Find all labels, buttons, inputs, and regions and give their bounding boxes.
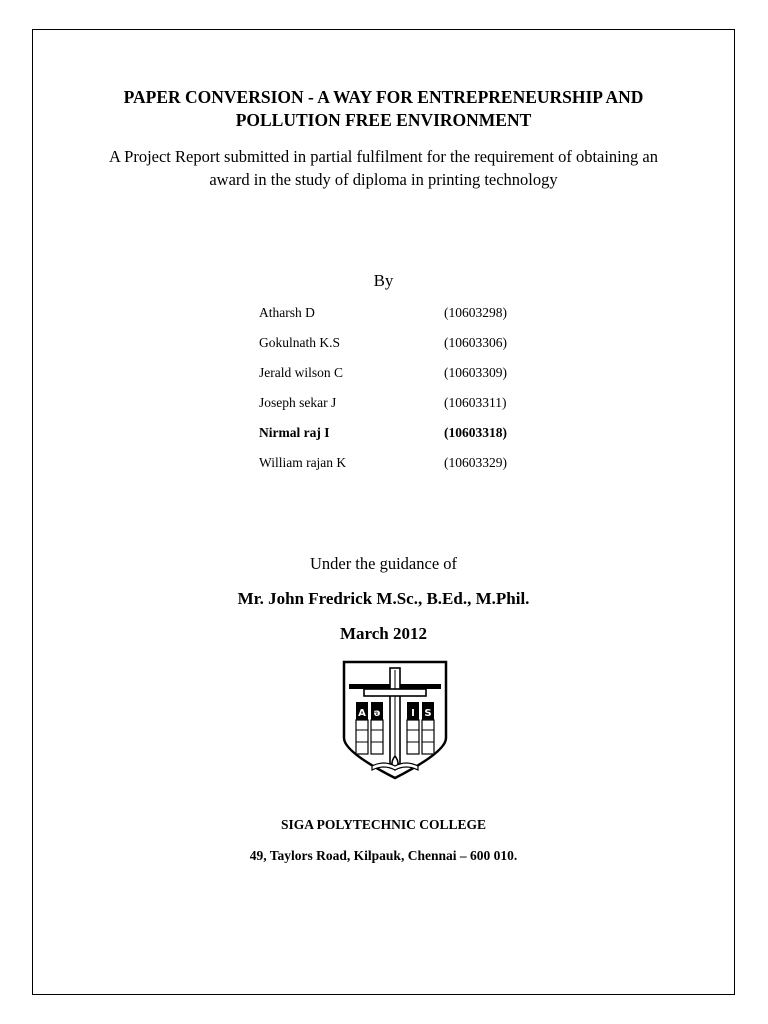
member-row [259,394,559,424]
guidance-label: Under the guidance of [309,554,458,573]
by-label: By [373,271,394,290]
member-id: (10603298) [444,305,507,320]
member-id: (10603329) [444,455,507,470]
crest-letter: I [411,708,415,719]
member-row [259,304,559,334]
member-name: Nirmal raj I [259,425,330,440]
college-address: 49, Taylors Road, Kilpauk, Chennai – 600 010. [249,848,518,863]
member-name: Jerald wilson C [259,365,343,380]
member-id: (10603306) [444,335,507,350]
member-name: Atharsh D [259,305,315,320]
subtitle-line-1: A Project Report submitted in partial fulfilment for the requirement of obtaining an [109,147,658,166]
title-line-2: POLLUTION FREE ENVIRONMENT [235,110,532,130]
member-row [259,454,559,484]
member-name: Gokulnath K.S [259,335,340,350]
member-name: William rajan K [259,455,347,470]
crest-letter: S [424,708,432,719]
member-row-highlighted [259,424,559,454]
crest-letter: ə [373,708,381,719]
crest-letter: A [358,708,366,719]
report-subtitle [32,145,735,191]
member-id: (10603318) [444,425,507,440]
report-date: March 2012 [339,624,428,643]
member-id: (10603311) [444,395,507,410]
member-id: (10603309) [444,365,507,380]
report-title [32,86,735,132]
guide-name: Mr. John Fredrick M.Sc., B.Ed., M.Phil. [237,589,530,608]
subtitle-line-2: award in the study of diploma in printing technology [209,170,558,189]
college-crest-icon [342,660,448,780]
member-row [259,334,559,364]
members-list [259,304,559,484]
college-name: SIGA POLYTECHNIC COLLEGE [280,817,487,832]
title-line-1: PAPER CONVERSION - A WAY FOR ENTREPRENEURSHIP AND [123,87,644,107]
member-row [259,364,559,394]
member-name: Joseph sekar J [259,395,337,410]
